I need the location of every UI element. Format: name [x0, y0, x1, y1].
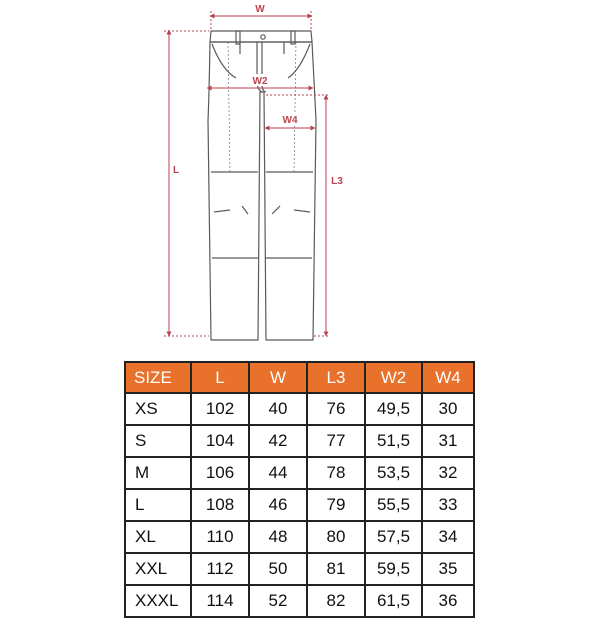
measurement-cell: 52 [249, 585, 307, 617]
size-chart-table [124, 361, 475, 618]
measurement-cell: 51,5 [365, 425, 422, 457]
table-body [125, 393, 474, 617]
measurement-cell: 108 [191, 489, 249, 521]
table-row [125, 393, 474, 425]
table-row [125, 489, 474, 521]
measurement-cell: 33 [422, 489, 474, 521]
size-cell: M [125, 457, 191, 489]
measurement-cell: 53,5 [365, 457, 422, 489]
measurement-cell: 110 [191, 521, 249, 553]
label-l: L [172, 165, 180, 176]
measurement-cell: 59,5 [365, 553, 422, 585]
measurement-cell: 61,5 [365, 585, 422, 617]
measurement-cell: 57,5 [365, 521, 422, 553]
measurement-cell: 112 [191, 553, 249, 585]
measurement-cell: 31 [422, 425, 474, 457]
table-row [125, 425, 474, 457]
table-header-row [125, 362, 474, 393]
measurement-cell: 77 [307, 425, 365, 457]
column-header-w: W [249, 362, 307, 393]
measurement-cell: 32 [422, 457, 474, 489]
table-row [125, 521, 474, 553]
column-header-w4: W4 [422, 362, 474, 393]
measurement-cell: 34 [422, 521, 474, 553]
measurement-cell: 104 [191, 425, 249, 457]
table-row [125, 585, 474, 617]
label-w2: W2 [252, 76, 268, 87]
size-cell: XXL [125, 553, 191, 585]
column-header-l3: L3 [307, 362, 365, 393]
measurement-cell: 46 [249, 489, 307, 521]
label-w: W [255, 4, 265, 15]
column-header-size: SIZE [125, 362, 191, 393]
measurement-cell: 48 [249, 521, 307, 553]
measurement-cell: 76 [307, 393, 365, 425]
size-cell: S [125, 425, 191, 457]
table-row [125, 457, 474, 489]
label-l3: L3 [331, 176, 343, 187]
measurement-cell: 50 [249, 553, 307, 585]
table-row [125, 553, 474, 585]
measurement-cell: 30 [422, 393, 474, 425]
measurement-cell: 78 [307, 457, 365, 489]
measurement-cell: 35 [422, 553, 474, 585]
column-header-l: L [191, 362, 249, 393]
measurement-cell: 44 [249, 457, 307, 489]
measurement-cell: 106 [191, 457, 249, 489]
measurement-cell: 80 [307, 521, 365, 553]
size-cell: L [125, 489, 191, 521]
label-w4: W4 [282, 115, 298, 126]
measurement-cell: 36 [422, 585, 474, 617]
dimension-lines [164, 11, 330, 336]
measurement-cell: 40 [249, 393, 307, 425]
measurement-cell: 81 [307, 553, 365, 585]
measurement-cell: 55,5 [365, 489, 422, 521]
measurement-cell: 102 [191, 393, 249, 425]
measurement-cell: 42 [249, 425, 307, 457]
measurement-cell: 79 [307, 489, 365, 521]
size-cell: XL [125, 521, 191, 553]
column-header-w2: W2 [365, 362, 422, 393]
size-cell: XXXL [125, 585, 191, 617]
measurement-cell: 82 [307, 585, 365, 617]
measurement-cell: 49,5 [365, 393, 422, 425]
size-cell: XS [125, 393, 191, 425]
measurement-cell: 114 [191, 585, 249, 617]
